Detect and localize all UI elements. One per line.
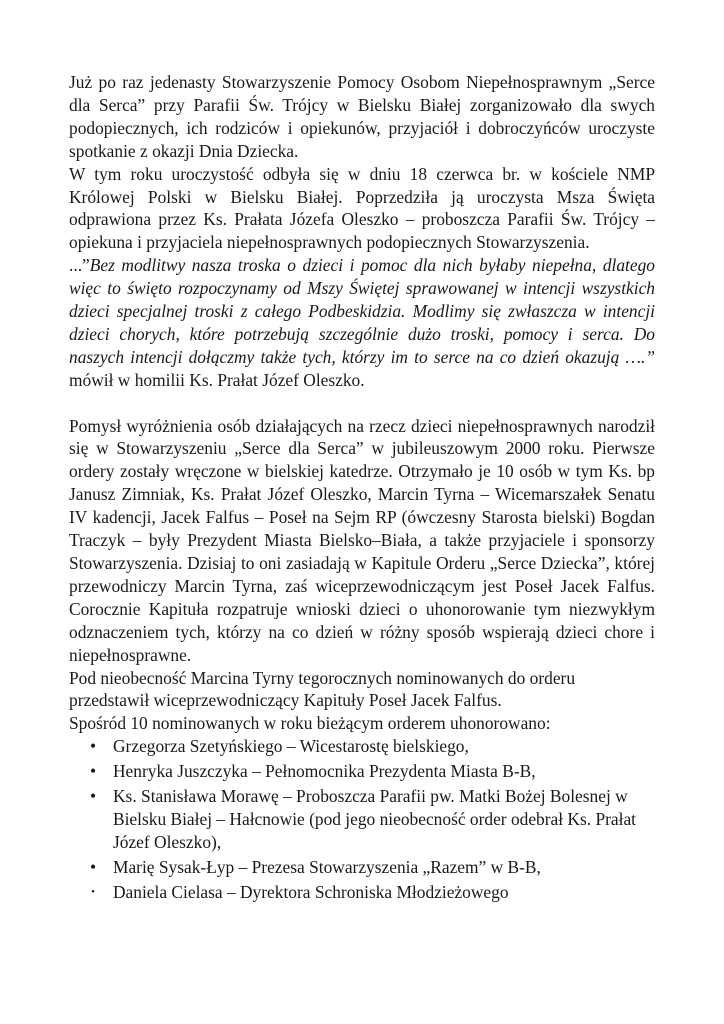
honorees-intro: Spośród 10 nominowanych w roku bieżącym orderem uhonorowano: — [69, 713, 551, 734]
document-page — [69, 71, 655, 906]
bullet-icon: • — [91, 885, 95, 898]
homily-quote — [69, 254, 655, 391]
quote-text: Bez modlitwy nasza troska o dzieci i pomoc dla nich byłaby niepełna, dlatego więc to święto rozpoczynamy od Mszy Świętej sprawowanej w intencji wszystkich dzieci specjalnej troski z całego Podbeskidzia. Modlimy się zwłaszcza w intencji dzieci chorych, które potrzebują szczególnie dużo troski, pomocy i serca. Do naszych intencji dołączmy także tych, którzy im to serce na co dzień okazują ….” — [69, 255, 655, 367]
list-item — [89, 856, 655, 879]
bullet-icon: • — [89, 736, 97, 757]
honoree-text: Ks. Stanisława Morawę – Proboszcza Parafii pw. Matki Bożej Bolesnej w Bielsku Białej – Hałcnowie (pod jego nieobecność order odebrał Ks. Prałat Józef Oleszko), — [113, 786, 637, 852]
bullet-icon: • — [89, 856, 97, 877]
list-item — [89, 760, 655, 783]
honoree-text: Henryka Juszczyka – Pełnomocnika Prezydenta Miasta B-B, — [113, 761, 536, 782]
list-item — [89, 785, 655, 854]
quote-attribution: mówił w homilii Ks. Prałat Józef Oleszko. — [69, 369, 365, 390]
honoree-text: Marię Sysak-Łyp – Prezesa Stowarzyszenia „Razem” w B-B, — [113, 856, 541, 877]
ceremony-paragraph: W tym roku uroczystość odbyła się w dniu 18 czerwca br. w kościele NMP Królowej Polski w Bielsku Białej. Poprzedziła ją uroczysta Msza Święta odprawiona przez Ks. Prałata Józefa Oleszko – proboszcza Parafii Św. Trójcy – opiekuna i przyjaciela niepełnosprawnych podopiecznych Stowarzyszenia. — [69, 163, 655, 253]
list-item — [89, 735, 655, 758]
intro-paragraph: Już po raz jedenasty Stowarzyszenie Pomocy Osobom Niepełnosprawnym „Serce dla Serca” przy Parafii Św. Trójcy w Bielsku Białej zorganizowało dla swych podopiecznych, ich rodziców i opiekunów, przyjaciół i dobroczyńców uroczyste spotkanie z okazji Dnia Dziecka. — [69, 72, 655, 161]
nominees-presented-paragraph: Pod nieobecność Marcina Tyrny tegorocznych nominowanych do orderu przedstawił wiceprzewodniczący Kapituły Poseł Jacek Falfus. — [69, 667, 576, 711]
honorees-list — [69, 735, 655, 903]
order-history-paragraph: Pomysł wyróżnienia osób działających na rzecz dzieci niepełnosprawnych narodził się w Stowarzyszeniu „Serce dla Serca” w jubileuszowym 2000 roku. Pierwsze ordery zostały wręczone w bielskiej katedrze. Otrzymało je 10 osób w tym Ks. bp Janusz Zimniak, Ks. Prałat Józef Oleszko, Marcin Tyrna – Wicemarszałek Senatu IV kadencji, Jacek Falfus – Poseł na Sejm RP (ówczesny Starosta bielski) Bogdan Traczyk – były Prezydent Miasta Bielsko–Biała, a także przyjaciele i sponsorzy Stowarzyszenia. Dzisiaj to oni zasiadają w Kapitule Orderu „Serce Dziecka”, której przewodniczy Marcin Tyrna, zaś wiceprzewodniczącym jest Poseł Jacek Falfus. Corocznie Kapituła rozpatruje wnioski dzieci o uhonorowanie tym niezwykłym odznaczeniem tych, którzy na co dzień w różny sposób wspierają dzieci chore i niepełnosprawne. — [69, 415, 655, 665]
quote-prefix: ...” — [69, 255, 90, 276]
list-item — [91, 881, 655, 904]
bullet-icon: • — [89, 761, 97, 782]
honoree-text: Grzegorza Szetyńskiego – Wicestarostę bielskiego, — [113, 736, 469, 757]
paragraph-gap — [69, 392, 655, 415]
bullet-icon: • — [89, 786, 97, 807]
honoree-text: Daniela Cielasa – Dyrektora Schroniska Młodzieżowego — [113, 881, 509, 902]
